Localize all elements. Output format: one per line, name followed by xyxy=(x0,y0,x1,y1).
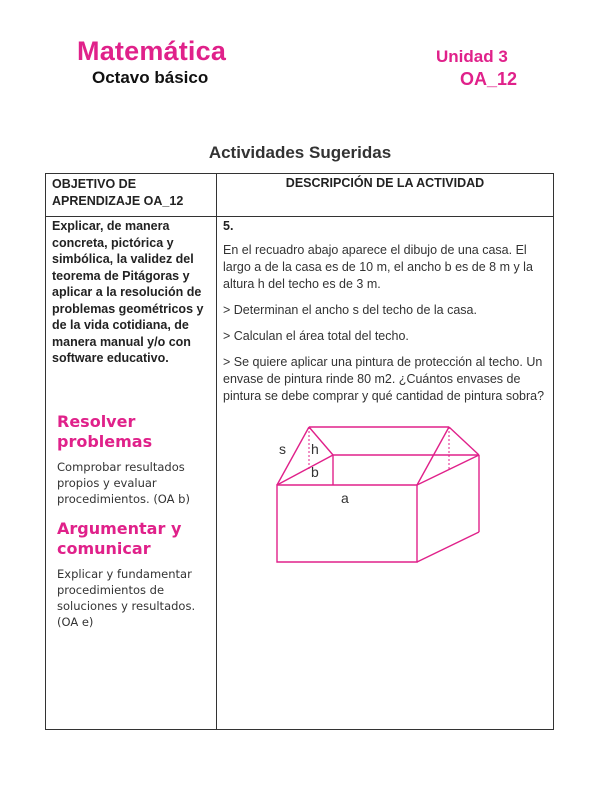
activity-paragraph-2: > Determinan el ancho s del techo de la casa. xyxy=(223,303,477,317)
skill-heading-1: Resolver problemas xyxy=(57,411,153,451)
house-right-top-edge xyxy=(417,455,479,485)
activity-cell xyxy=(217,217,554,730)
activity-paragraph-4: > Se quiere aplicar una pintura de protección al techo. Un envase de pintura rinde 80 m2. ¿Cuántos envases de pintura se debe comprar y qué cantidad de pintura sobra? xyxy=(223,355,545,403)
label-h: h xyxy=(311,441,319,457)
label-s: s xyxy=(279,441,286,457)
oa-label: OA_12 xyxy=(460,69,518,89)
skill-heading-2: Argumentar y comunicar xyxy=(57,518,182,558)
skill-text-2: Explicar y fundamentar procedimientos de soluciones y resultados. (OA e) xyxy=(57,566,196,629)
skill-text-1: Comprobar resultados propios y evaluar procedimientos. (OA b) xyxy=(57,459,190,506)
label-a: a xyxy=(341,490,349,506)
skill-block-1 xyxy=(52,412,210,507)
document-subtitle: Octavo básico xyxy=(92,68,209,87)
activity-table xyxy=(45,173,554,730)
objective-cell xyxy=(46,217,217,730)
unit-label: Unidad 3 xyxy=(436,47,508,66)
objective-text: Explicar, de manera concreta, pictórica y simbólica, la validez del teorema de Pitágoras y aplicar a la resolución de problemas geométricos y de la vida cotidiana, de manera manual y/o con software educativo. xyxy=(52,219,204,365)
col1-header: OBJETIVO DE APRENDIZAJE OA_12 xyxy=(46,174,217,217)
activity-number: 5. xyxy=(223,219,234,233)
document-title: Matemática xyxy=(77,36,227,66)
label-b: b xyxy=(311,464,319,480)
house-right-bottom-edge xyxy=(417,532,479,562)
house-figure xyxy=(211,419,531,579)
activity-paragraph-3: > Calculan el área total del techo. xyxy=(223,329,409,343)
roof-back-left-slope xyxy=(417,427,449,485)
roof-back-right-slope xyxy=(449,427,479,455)
col2-header: DESCRIPCIÓN DE LA ACTIVIDAD xyxy=(217,174,554,217)
skill-block-2 xyxy=(52,519,210,630)
section-title: Actividades Sugeridas xyxy=(208,143,392,162)
activity-paragraph-1: En el recuadro abajo aparece el dibujo de una casa. El largo a de la casa es de 10 m, el ancho b es de 8 m y la altura h del techo es de 3 m. xyxy=(223,243,533,291)
